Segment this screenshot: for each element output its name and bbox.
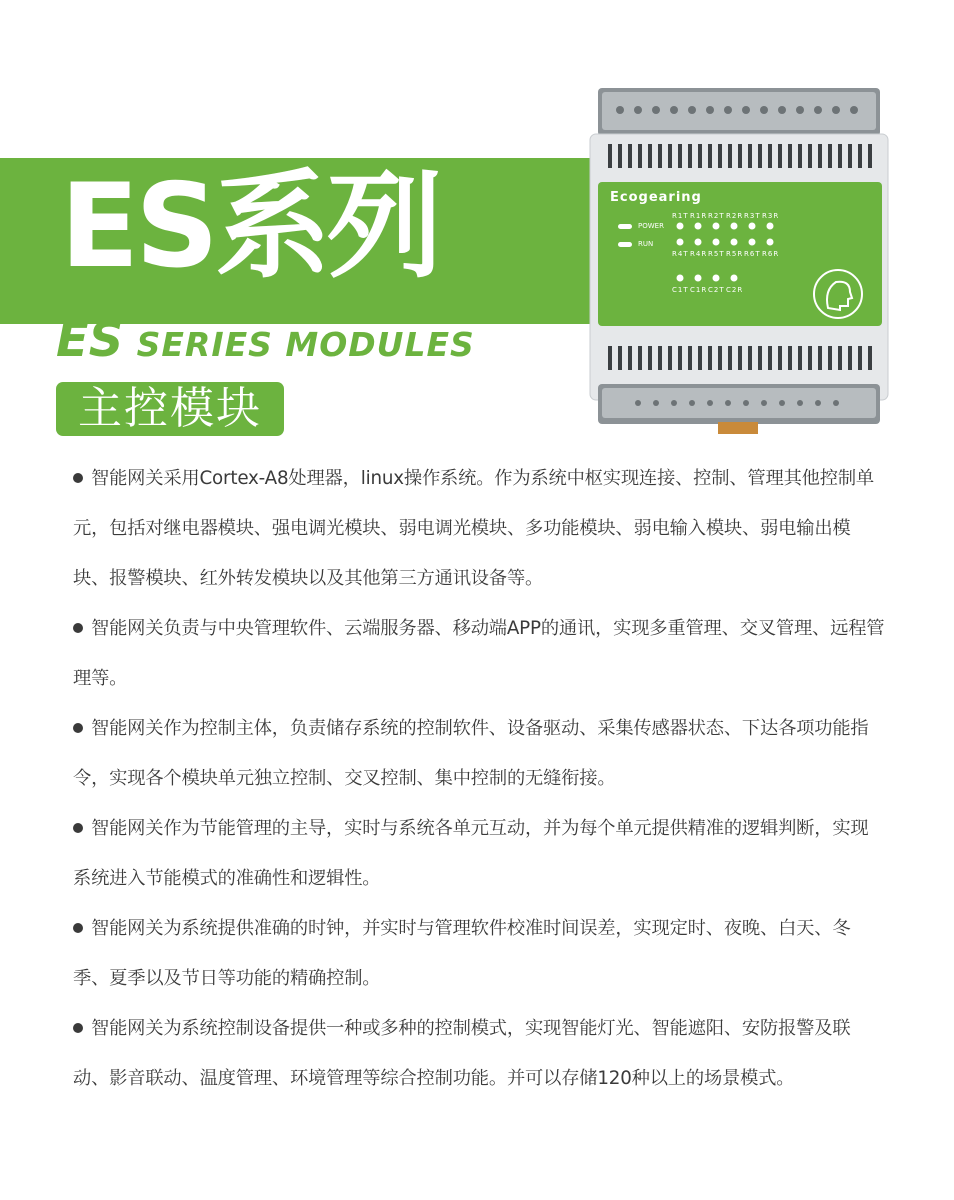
led-label-c1r: C1R — [690, 286, 708, 294]
bullet-icon — [73, 823, 83, 833]
led-label-c2r: C2R — [726, 286, 744, 294]
feature-list — [55, 454, 885, 1104]
product-image — [586, 84, 892, 436]
led-label-r4t: R4T — [672, 250, 689, 258]
page-title: ES系列 — [60, 159, 439, 294]
run-indicator-label: RUN — [638, 240, 654, 248]
power-indicator-label: POWER — [638, 222, 664, 230]
led-label-r5r: R5R — [726, 250, 744, 258]
bullet-icon — [73, 623, 83, 633]
feature-paragraph — [55, 904, 885, 1004]
subtitle-series-modules: SERIES MODULES — [136, 325, 475, 364]
bullet-icon — [73, 1023, 83, 1033]
led-label-r1t: R1T — [672, 212, 689, 220]
led-label-r5t: R5T — [708, 250, 725, 258]
led-label-c1t: C1T — [672, 286, 689, 294]
gateway-device-illustration — [586, 84, 892, 436]
device-brand: Ecogearing — [610, 190, 702, 205]
feature-paragraph — [55, 604, 885, 704]
category-tag: 主控模块 — [56, 382, 284, 436]
led-label-r3r: R3R — [762, 212, 780, 220]
subtitle-es: ES — [56, 312, 124, 368]
led-label-r4r: R4R — [690, 250, 708, 258]
bullet-icon — [73, 723, 83, 733]
bullet-icon — [73, 923, 83, 933]
feature-text: 智能网关为系统提供准确的时钟，并实时与管理软件校准时间误差，实现定时、夜晚、白天、冬季、夏季以及节日等功能的精确控制。 — [73, 918, 851, 989]
bullet-icon — [73, 473, 83, 483]
feature-text: 智能网关为系统控制设备提供一种或多种的控制模式，实现智能灯光、智能遮阳、安防报警及联动、影音联动、温度管理、环境管理等综合控制功能。并可以存储120种以上的场景模式。 — [73, 1018, 851, 1089]
led-label-r6r: R6R — [762, 250, 780, 258]
feature-text: 智能网关作为节能管理的主导，实时与系统各单元互动，并为每个单元提供精准的逻辑判断，实现系统进入节能模式的准确性和逻辑性。 — [73, 818, 869, 889]
led-label-r2r: R2R — [726, 212, 744, 220]
feature-paragraph — [55, 804, 885, 904]
series-subtitle — [56, 312, 475, 373]
led-label-c2t: C2T — [708, 286, 725, 294]
led-label-r1r: R1R — [690, 212, 708, 220]
led-label-r6t: R6T — [744, 250, 761, 258]
feature-paragraph — [55, 1004, 885, 1104]
feature-text: 智能网关采用Cortex-A8处理器，linux操作系统。作为系统中枢实现连接、控制、管理其他控制单元，包括对继电器模块、强电调光模块、弱电调光模块、多功能模块、弱电输入模块、弱电输出模块、报警模块、红外转发模块以及其他第三方通讯设备等。 — [73, 468, 874, 589]
feature-paragraph — [55, 704, 885, 804]
feature-text: 智能网关作为控制主体，负责储存系统的控制软件、设备驱动、采集传感器状态、下达各项功能指令，实现各个模块单元独立控制、交叉控制、集中控制的无缝衔接。 — [73, 718, 869, 789]
feature-text: 智能网关负责与中央管理软件、云端服务器、移动端APP的通讯，实现多重管理、交叉管理、远程管理等。 — [73, 618, 885, 689]
led-label-r3t: R3T — [744, 212, 761, 220]
feature-paragraph — [55, 454, 885, 604]
led-label-r2t: R2T — [708, 212, 725, 220]
